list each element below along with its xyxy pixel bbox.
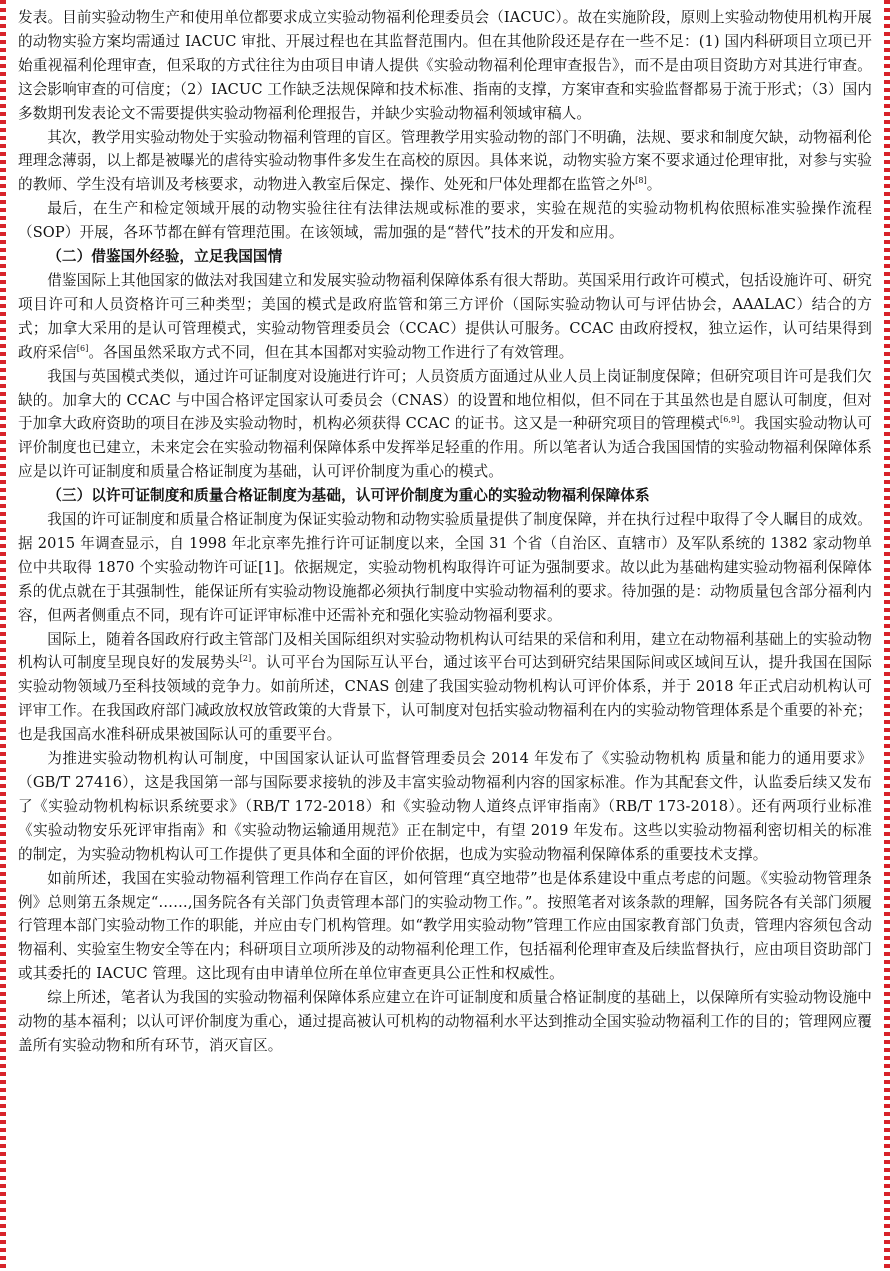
section-heading-text: （三）以许可证制度和质量合格证制度为基础，认可评价制度为重心的实验动物福利保障体系 xyxy=(47,487,650,505)
paragraph xyxy=(18,747,872,867)
section-heading-text: （二）借鉴国外经验，立足我国国情 xyxy=(47,248,283,266)
paragraph xyxy=(18,197,872,245)
paragraph-text: 如前所述，我国在实验动物福利管理工作尚存在盲区，如何管理“真空地带”也是体系建设中重点考虑的问题。《实验动物管理条例》总则第五条规定“……,国务院各有关部门负责管理本部门的实验动物工作。”。按照笔者对该条款的理解，国务院各有关部门须履行管理本部门实验动物工作的职能，并应由专门机构管理。如“教学用实验动物”管理工作应由国家教育部门负责，管理内容须包含动物福利、实验室生物安全等在内；科研项目立项所涉及的动物福利伦理工作，包括福利伦理审查及后续监督执行，应由项目资助部门或其委托的 IACUC 管理。这比现有由申请单位所在单位审查更具公正性和权威性。 xyxy=(18,869,872,983)
paragraph-text: 我国与英国模式类似，通过许可证制度对设施进行许可；人员资质方面通过从业人员上岗证制度保障；但研究项目许可是我们欠缺的。加拿大的 CCAC 与中国合格评定国家认可委员会（CNAS）的设置和地位相似，但不同在于其虽然也是自愿认可制度，但对于加拿大政府资助的项目在涉及实验动物时，机构必须获得 CCAC 的证书。这又是一种研究项目的管理模式 xyxy=(18,367,872,433)
paragraph-text: 借鉴国际上其他国家的做法对我国建立和发展实验动物福利保障体系有很大帮助。英国采用行政许可模式，包括设施许可、研究项目许可和人员资格许可三种类型；美国的模式是政府监管和第三方评价（国际实验动物认可与评估协会，AAALAC）结合的方式；加拿大采用的是认可管理模式，实验动物管理委员会（CCAC）提供认可服务。CCAC 由政府授权，独立运作，认可结果得到政府采信 xyxy=(18,271,872,361)
paragraph xyxy=(18,867,872,987)
paragraph-text: 最后，在生产和检定领域开展的动物实验往往有法律法规或标准的要求，实验在规范的实验动物机构依照标准实验操作流程（SOP）开展，各环节都在鲜有管理范围。在该领域，需加强的是“替代”技术的开发和应用。 xyxy=(18,200,872,242)
paragraph xyxy=(18,126,872,198)
paragraph-text: 。各国虽然采取方式不同，但在其本国都对实验动物工作进行了有效管理。 xyxy=(88,343,574,361)
paragraph xyxy=(18,6,872,126)
paragraph xyxy=(18,365,872,485)
paragraph xyxy=(18,628,872,748)
document-body xyxy=(18,6,872,1271)
paragraph xyxy=(18,986,872,1058)
decorative-border-left xyxy=(0,0,6,1271)
paragraph-text: 国际上，随着各国政府行政主管部门及相关国际组织对实验动物机构认可结果的采信和利用，建立在动物福利基础上的实验动物机构认可制度呈现良好的发展势头 xyxy=(18,630,872,672)
paragraph-text: 。认可平台为国际互认平台，通过该平台可达到研究结果国际间或区域间互认，提升我国在国际实验动物领域乃至科技领域的竞争力。如前所述，CNAS 创建了我国实验动物机构认可评价体系，并于 2018 年正式启动机构认可评审工作。在我国政府部门减政放权放管政策的大背景下，认可制度对包括实验动物福利在内的实验动物管理体系是个重要的补充；也是我国高水准科研成果被国际认可的重要平台。 xyxy=(18,654,872,744)
citation: [8] xyxy=(635,176,647,186)
section-heading xyxy=(18,484,872,508)
paragraph-text: 。我国实验动物认可评价制度也已建立，未来定会在实验动物福利保障体系中发挥举足轻重的作用。所以笔者认为适合我国国情的实验动物福利保障体系应是以许可证制度和质量合格证制度为基础，认可评价制度为重心的模式。 xyxy=(18,415,872,481)
citation: [6,9] xyxy=(719,415,740,425)
paragraph-text: 其次，教学用实验动物处于实验动物福利管理的盲区。管理教学用实验动物的部门不明确，法规、要求和制度欠缺，动物福利伦理理念薄弱，以上都是被曝光的虐待实验动物事件多发生在高校的原因。具体来说，动物实验方案不要求通过伦理审批，对参与实验的教师、学生没有培训及考核要求，动物进入教室后保定、操作、处死和尸体处理都在监管之外 xyxy=(18,128,872,194)
paragraph-text: 。 xyxy=(646,176,662,194)
paragraph xyxy=(18,269,872,365)
citation: [6] xyxy=(76,343,89,353)
decorative-border-right xyxy=(884,0,890,1271)
section-heading xyxy=(18,245,872,269)
paragraph-text: 为推进实验动物机构认可制度，中国国家认证认可监督管理委员会 2014 年发布了《实验动物机构 质量和能力的通用要求》（GB/T 27416），这是我国第一部与国际要求接轨的涉及丰富实验动物福利内容的国家标准。作为其配套文件，认监委后续又发布了《实验动物机构标识系统要求》（RB/T 172-2018）和《实验动物人道终点评审指南》（RB/T 173-2018）。还有两项行业标准《实验动物安乐死评审指南》和《实验动物运输通用规范》正在制定中，有望 2019 年发布。这些以实验动物福利密切相关的标准的制定，为实验动物机构认可工作提供了更具体和全面的评价依据，也成为实验动物福利保障体系的重要技术支撑。 xyxy=(18,750,872,863)
paragraph-text: 综上所述，笔者认为我国的实验动物福利保障体系应建立在许可证制度和质量合格证制度的基础上，以保障所有实验动物设施中动物的基本福利；以认可评价制度为重心，通过提高被认可机构的动物福利水平达到推动全国实验动物福利工作的目的；管理网应覆盖所有实验动物和所有环节，消灭盲区。 xyxy=(18,989,872,1054)
citation: [2] xyxy=(239,654,252,664)
paragraph-text: 发表。目前实验动物生产和使用单位都要求成立实验动物福利伦理委员会（IACUC）。故在实施阶段，原则上实验动物使用机构开展的动物实验方案均需通过 IACUC 审批、开展过程也在其监督范围内。但在其他阶段还是存在一些不足：(1) 国内科研项目立项已开始重视福利伦理审查，但采取的方式往往为由项目申请人提供《实验动物福利伦理审查报告》，而不是由项目资助方对其进行审查。这会影响审查的可信度；（2）IACUC 工作缺乏法规保障和技术标准、指南的支撑，方案审查和实验监督都易于流于形式；（3）国内多数期刊发表论文不需要提供实验动物福利伦理报告，并缺少实验动物福利领域审稿人。 xyxy=(18,9,872,122)
paragraph-text: 我国的许可证制度和质量合格证制度为保证实验动物和动物实验质量提供了制度保障，并在执行过程中取得了令人瞩目的成效。据 2015 年调查显示，自 1998 年北京率先推行许可证制度以来，全国 31 个省（自治区、直辖市）及军队系统的 1382 家动物单位中共取得 1870 个实验动物许可证[1]。依据规定，实验动物机构取得许可证为强制要求。故以此为基础构建实验动物福利保障体系的优点就在于其强制性，能保证所有实验动物设施都必须执行制度中实验动物福利的要求。待加强的是：动物质量包含部分福利内容，但两者侧重点不同，现有许可证评审标准中还需补充和强化实验动物福利要求。 xyxy=(18,511,872,624)
paragraph xyxy=(18,508,872,628)
